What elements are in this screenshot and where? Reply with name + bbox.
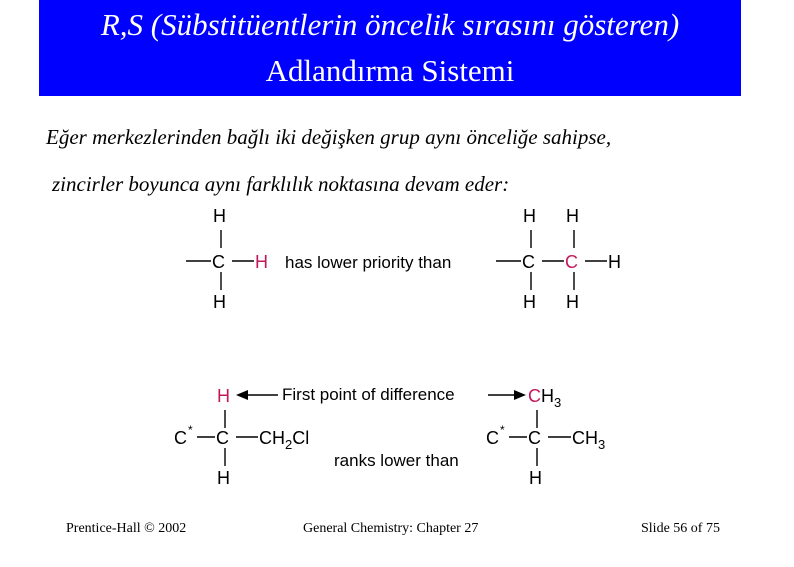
- footer-chapter: General Chemistry: Chapter 27: [303, 521, 479, 536]
- isopropyl-structure: [486, 386, 605, 488]
- first-point-label: First point of difference: [282, 385, 455, 404]
- atom-h: H: [217, 468, 230, 488]
- ch3-right-label: $CH_3$: [572, 428, 606, 452]
- atom-h-highlight: H: [217, 386, 230, 406]
- body-text-line-2: zincirler boyunca aynı farklılık noktasına devam eder:: [52, 172, 510, 196]
- stereo-star: *: [500, 423, 505, 437]
- footer-publisher: Prentice-Hall © 2002: [66, 521, 187, 536]
- atom-c: C: [212, 252, 225, 272]
- atom-h: H: [523, 206, 536, 226]
- methyl-group-structure: [186, 206, 268, 312]
- ranks-lower-label: ranks lower than: [334, 451, 459, 470]
- atom-h: H: [608, 252, 621, 272]
- comparison-label-top: has lower priority than: [285, 253, 452, 272]
- ch3-top-label: $CH_3$: [528, 386, 562, 410]
- atom-c: C: [528, 428, 541, 448]
- ch2cl-label: $CH_2Cl$: [259, 428, 310, 452]
- atom-c: C: [216, 428, 229, 448]
- title-line-1: R,S (Sübstitüentlerin öncelik sırasını gösteren): [100, 7, 680, 42]
- atom-h: H: [213, 292, 226, 312]
- atom-c: C: [522, 252, 535, 272]
- atom-c: C: [174, 428, 187, 448]
- arrow-right-head: [514, 390, 526, 400]
- atom-h-highlight: H: [255, 252, 268, 272]
- ethyl-group-structure: [496, 206, 621, 312]
- body-text-line-1: Eğer merkezlerinden bağlı iki değişken grup aynı önceliğe sahipse,: [46, 125, 612, 149]
- atom-h: H: [213, 206, 226, 226]
- atom-h: H: [523, 292, 536, 312]
- atom-c-highlight: C: [565, 252, 578, 272]
- atom-c: C: [486, 428, 499, 448]
- atom-h: H: [566, 206, 579, 226]
- title-line-2: Adlandırma Sistemi: [265, 53, 515, 88]
- atom-h: H: [529, 468, 542, 488]
- atom-h: H: [566, 292, 579, 312]
- arrow-left-head: [236, 390, 248, 400]
- footer-slide-number: Slide 56 of 75: [641, 521, 720, 536]
- stereo-star: *: [188, 423, 193, 437]
